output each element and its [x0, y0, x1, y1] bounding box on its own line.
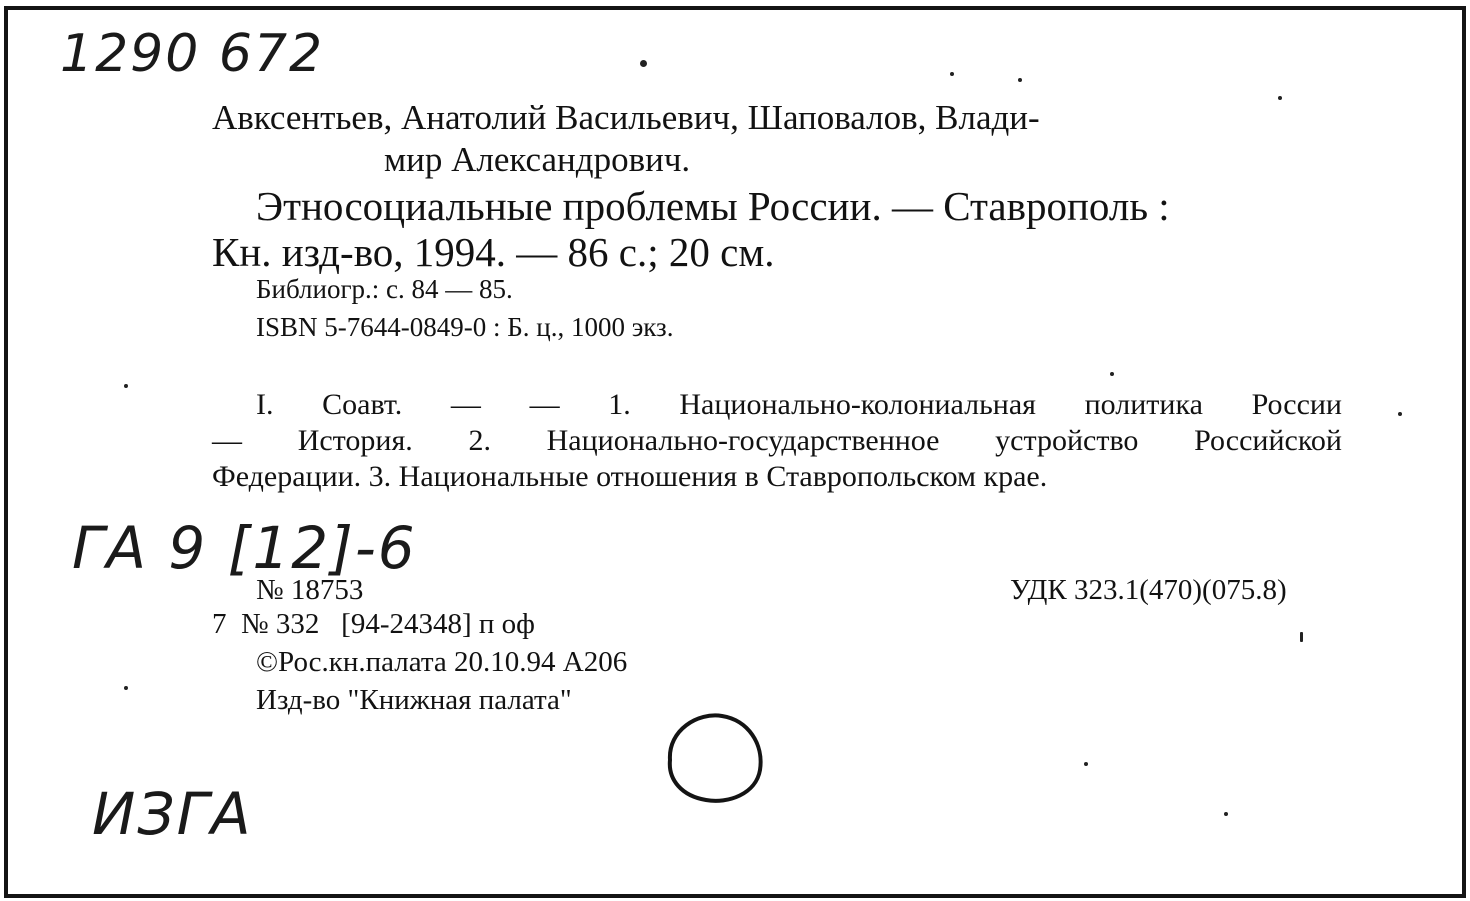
scan-speck: [1084, 762, 1088, 766]
tracing-line-3: Федерации. 3. Национальные отношения в Ставропольском крае.: [212, 460, 1048, 493]
tracing-word: Соавт.: [322, 388, 403, 421]
tracing-word: —: [212, 424, 242, 457]
handwritten-bottom-code: ИЗГА: [92, 780, 253, 848]
tracing-line-2: [212, 424, 1342, 458]
handwritten-top-number: 1290 672: [60, 24, 325, 84]
tracing-word: России: [1251, 388, 1342, 421]
scan-speck: [1300, 632, 1303, 642]
order-line: 7 № 332 [94-24348] п оф: [212, 608, 535, 640]
udk-code: УДК 323.1(470)(075.8): [1010, 574, 1287, 606]
tracing-word: I.: [256, 388, 274, 421]
title-line: Этносоциальные проблемы России. — Ставрополь :: [256, 183, 1170, 229]
handwritten-middle-code: ГА 9 [12]-6: [72, 514, 417, 582]
tracing-word: 2.: [468, 424, 491, 457]
tracing-word: —: [529, 388, 560, 421]
isbn-line: ISBN 5-7644-0849-0 : Б. ц., 1000 экз.: [256, 312, 674, 342]
scan-speck: [1398, 412, 1402, 416]
scan-speck: [124, 384, 128, 388]
tracing-word: Национально-колониальная: [679, 388, 1036, 421]
publication-line: Кн. изд-во, 1994. — 86 с.; 20 см.: [212, 229, 775, 275]
tracing-word: История.: [297, 424, 413, 457]
tracing-word: Российской: [1194, 424, 1342, 457]
bibliography-note: Библиогр.: с. 84 — 85.: [256, 274, 513, 304]
scan-speck: [1018, 78, 1022, 82]
authors-line-1: Авксентьев, Анатолий Васильевич, Шаповалов, Влади-: [212, 98, 1040, 137]
copyright-line: ©Рос.кн.палата 20.10.94 А206: [256, 646, 628, 678]
tracing-word: —: [450, 388, 481, 421]
scan-speck: [1278, 96, 1282, 100]
card-number: № 18753: [256, 574, 364, 606]
hand-drawn-circle: [660, 708, 772, 808]
tracing-line-1: [256, 388, 1342, 422]
tracing-word: политика: [1084, 388, 1203, 421]
scan-speck: [124, 686, 128, 690]
authors-line-2: мир Александрович.: [384, 140, 691, 179]
scan-speck: [950, 72, 954, 76]
publisher-line: Изд-во "Книжная палата": [256, 684, 572, 716]
tracing-word: Национально-государственное: [546, 424, 940, 457]
scan-speck: [1110, 372, 1114, 376]
tracing-word: устройство: [995, 424, 1139, 457]
tracing-word: 1.: [608, 388, 631, 421]
scan-speck: [640, 60, 647, 67]
scan-speck: [1224, 812, 1228, 816]
